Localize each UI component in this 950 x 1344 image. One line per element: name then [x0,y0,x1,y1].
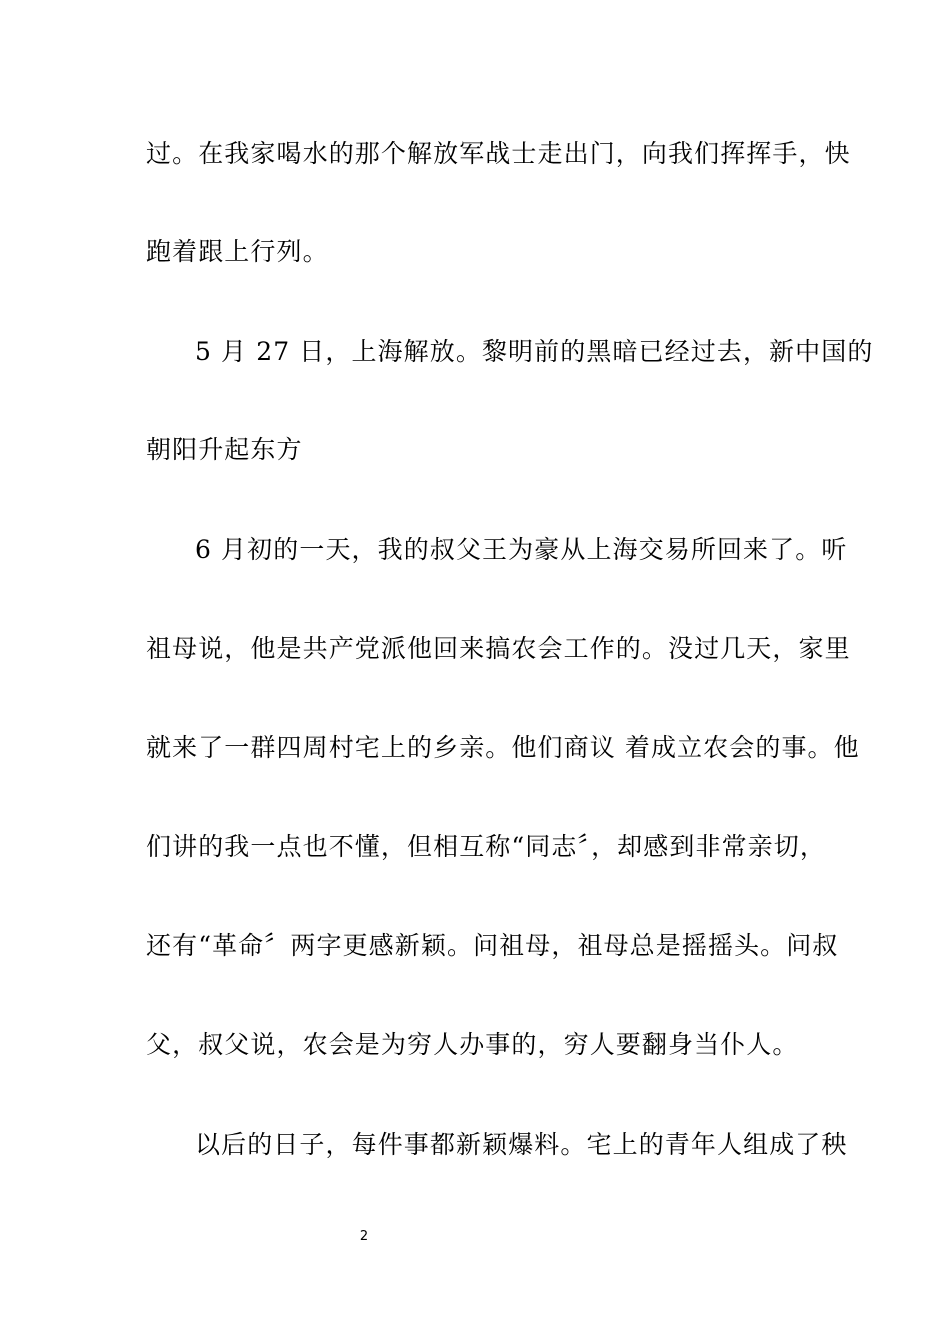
page-number: 2 [359,1229,369,1244]
text-line: 5 月 27 日，上海解放。黎明前的黑暗已经过去，新中国的 [195,337,874,366]
text-line: 过。在我家喝水的那个解放军战士走出门，向我们挥挥手，快 [146,139,851,168]
text-line: 就来了一群四周村宅上的乡亲。他们商议 着成立农会的事。他 [146,733,860,762]
text-line: 们讲的我一点也不懂，但相互称“同志〞，却感到非常亲切， [146,832,826,861]
text-line: 6 月初的一天，我的叔父王为豪从上海交易所回来了。听 [195,535,848,564]
text-line: 朝阳升起东方 [146,435,303,464]
text-line: 跑着跟上行列。 [146,237,329,266]
text-line: 父，叔父说，农会是为穷人办事的，穷人要翻身当仆人。 [146,1030,799,1059]
text-line: 祖母说，他是共产党派他回来搞农会工作的。没过几天，家里 [146,634,851,663]
text-line: 以后的日子，每件事都新颖爆料。宅上的青年人组成了秧 [195,1130,848,1159]
text-line: 还有“革命〞两字更感新颖。问祖母，祖母总是摇摇头。问叔 [146,931,839,960]
